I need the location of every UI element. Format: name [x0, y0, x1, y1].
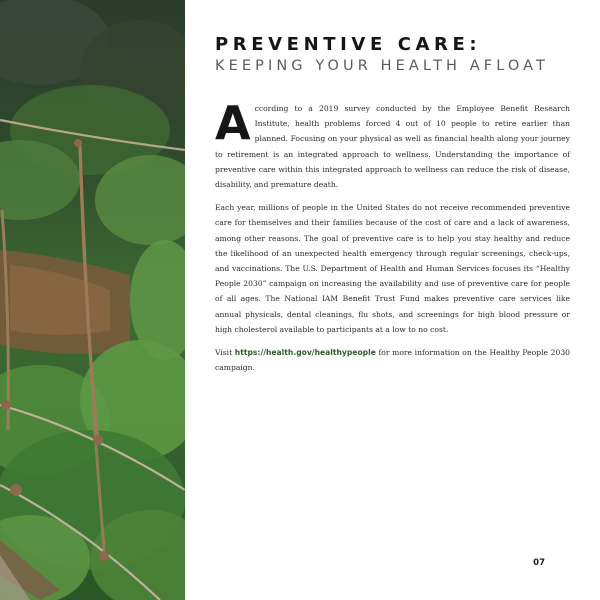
page-subtitle: KEEPING YOUR HEALTH AFLOAT — [215, 58, 549, 74]
article-content — [215, 0, 575, 600]
paragraph-visit — [215, 345, 570, 375]
article-body — [215, 96, 570, 383]
page-number: 07 — [533, 558, 545, 568]
paragraph-intro-text: ccording to a 2019 survey conducted by the Employee Benefit Research Institute, health problems forced 4 out of 10 people to retire earlier than planned. Focusing on your physical as well as financial health along your journey to retirement is an integrated approach to wellness. Understanding the importance of preventive care within this integrated approach to wellness can reduce the risk of disease, disability, and premature death. — [215, 104, 570, 190]
visit-suffix: for more information on the Healthy People 2030 campaign. — [215, 348, 570, 373]
rope-bridge-photo — [0, 0, 185, 600]
page-title: PREVENTIVE CARE: — [215, 34, 482, 55]
paragraph-preventive-care: Each year, millions of people in the United States do not receive recommended preventive care for themselves and their families because of the cost of care and a lack of awareness, among other reasons. The goal of preventive care is to help you stay healthy and reduce the likelihood of an unexpected health emergency through regular screenings, check-ups, and vaccinations. The U.S. Department of Health and Human Services focuses its “Healthy People 2030” campaign on increasing the availability and use of preventive care for people of all ages. The National IAM Benefit Trust Fund makes preventive care services like annual physicals, dental cleanings, flu shots, and screenings for high blood pressure or high cholesterol available to participants at a low to no cost. — [215, 203, 570, 334]
healthy-people-link[interactable]: https://health.gov/healthypeople — [234, 348, 376, 358]
drop-cap: A — [215, 96, 251, 150]
paragraph-intro — [215, 96, 570, 192]
visit-prefix: Visit — [215, 348, 235, 358]
